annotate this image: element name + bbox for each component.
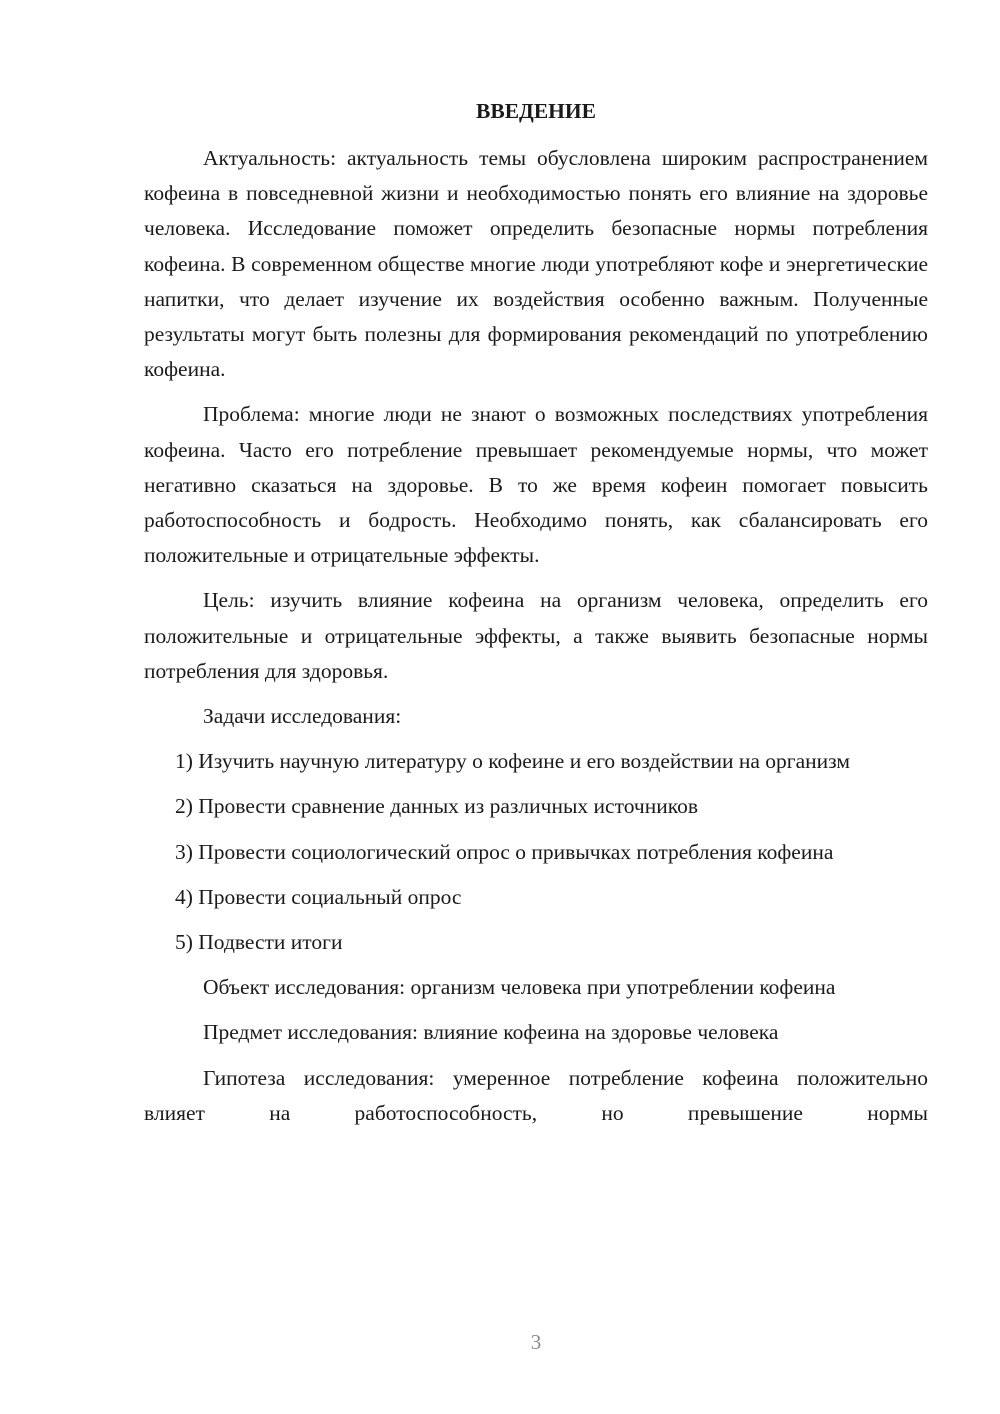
task-item-5: 5) Подвести итоги — [175, 930, 343, 955]
hypothesis-paragraph: Гипотеза исследования: умеренное потребление кофеина положительно влияет на работоспособность, но превышение нормы — [144, 1065, 928, 1125]
tasks-heading: Задачи исследования: — [203, 704, 402, 729]
document-body — [144, 94, 928, 1131]
section-title: ВВЕДЕНИЕ — [476, 99, 596, 123]
goal-paragraph: Цель: изучить влияние кофеина на организм человека, определить его положительные и отрицательные эффекты, а также выявить безопасные нормы потребления для здоровья. — [144, 588, 928, 683]
relevance-paragraph: Актуальность: актуальность темы обусловлена широким распространением кофеина в повседневной жизни и необходимостью понять его влияние на здоровье человека. Исследование поможет определить безопасные нормы потребления кофеина. В современном обществе многие люди употребляют кофе и энергетические напитки, что делает изучение их воздействия особенно важным. Полученные результаты могут быть полезны для формирования рекомендаций по употреблению кофеина. — [144, 146, 928, 382]
task-item-4: 4) Провести социальный опрос — [175, 884, 462, 909]
task-item-2: 2) Провести сравнение данных из различных источников — [175, 794, 698, 819]
object-paragraph: Объект исследования: организм человека при употреблении кофеина — [203, 975, 836, 1000]
page-number: 3 — [530, 1330, 542, 1354]
subject-paragraph: Предмет исследования: влияние кофеина на здоровье человека — [203, 1020, 779, 1045]
task-item-1: 1) Изучить научную литературу о кофеине и его воздействии на организм — [175, 749, 850, 774]
problem-paragraph: Проблема: многие люди не знают о возможных последствиях употребления кофеина. Часто его потребление превышает рекомендуемые нормы, что может негативно сказаться на здоровье. В то же время кофеин помогает повысить работоспособность и бодрость. Необходимо понять, как сбалансировать его положительные и отрицательные эффекты. — [144, 402, 928, 568]
task-item-3: 3) Провести социологический опрос о привычках потребления кофеина — [175, 839, 834, 864]
